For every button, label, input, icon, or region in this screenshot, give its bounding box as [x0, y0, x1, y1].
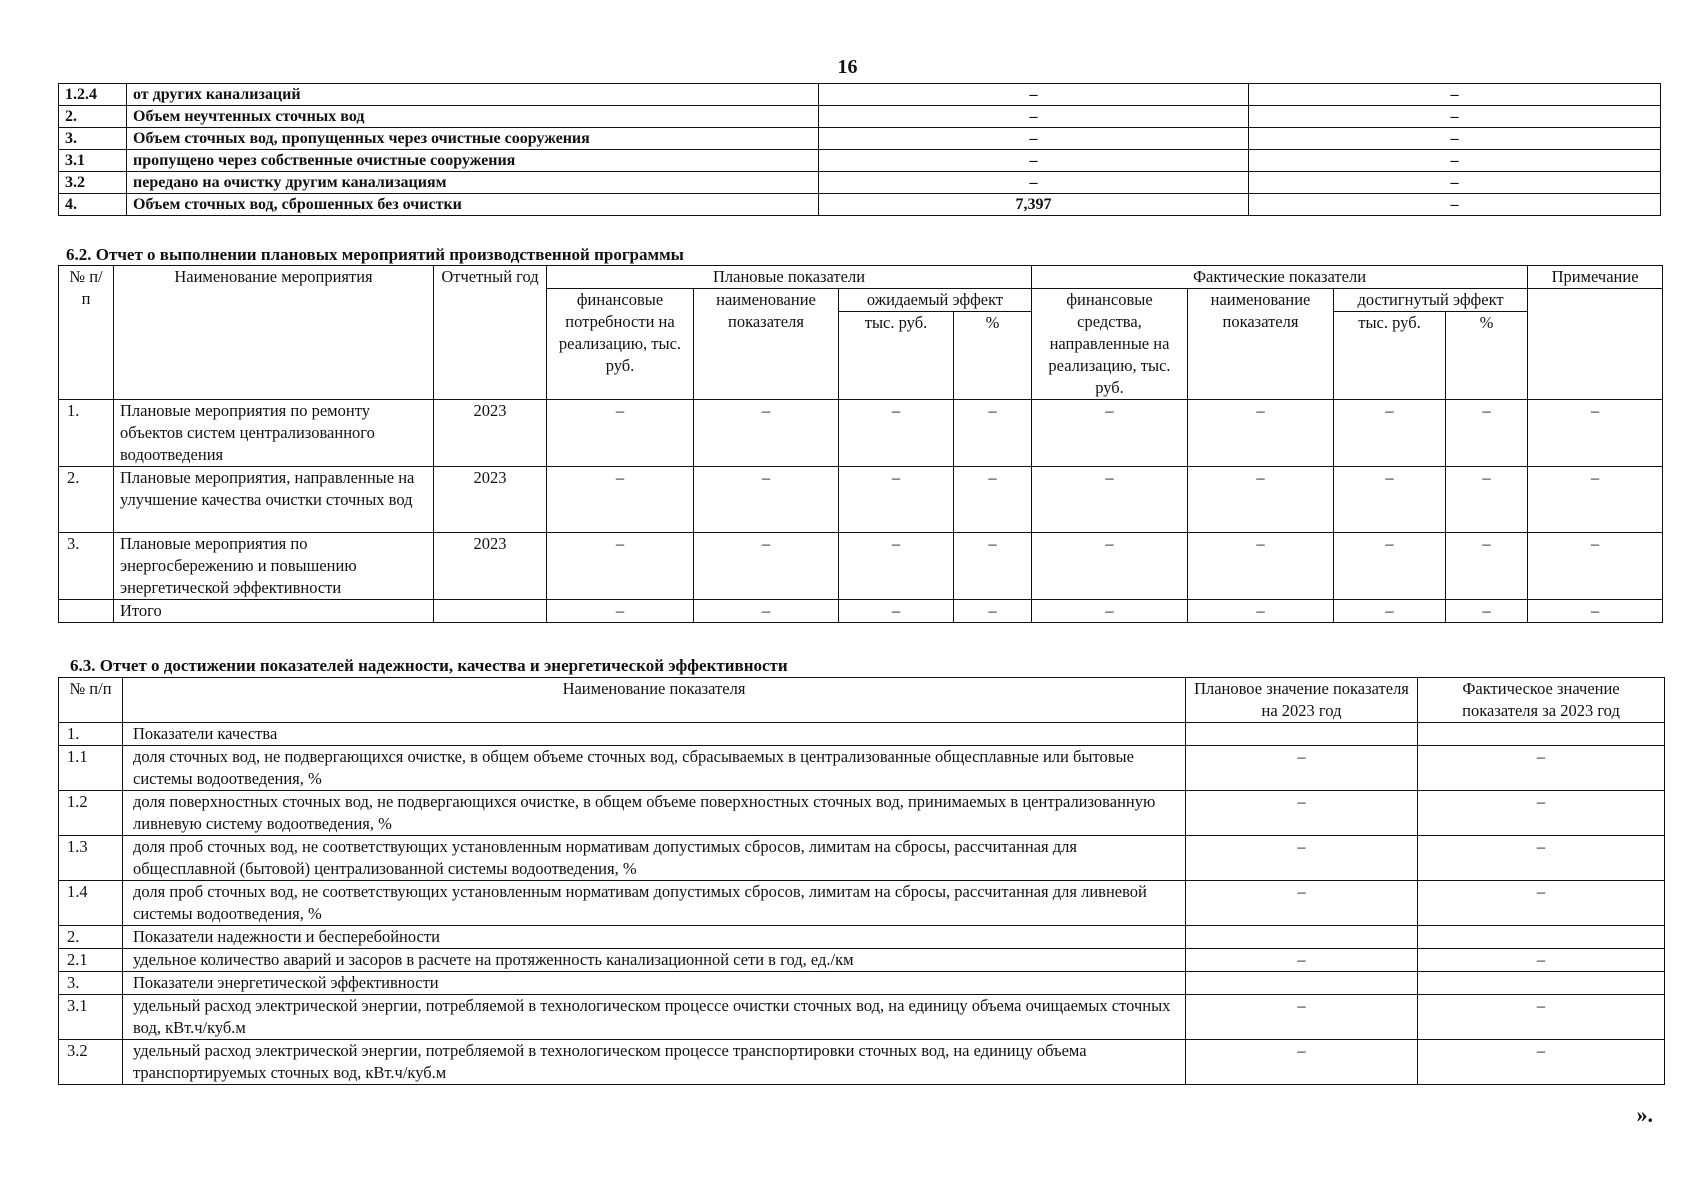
row-value: – — [839, 533, 954, 600]
row-number: 3.1 — [59, 995, 123, 1040]
row-value: – — [1032, 467, 1188, 533]
wastewater-volume-table — [58, 83, 1661, 216]
row-number: 1.2 — [59, 791, 123, 836]
row-indicator-name: удельное количество аварий и засоров в расчете на протяженность канализационной сети в год, ед./км — [123, 949, 1186, 972]
table-row — [59, 128, 1661, 150]
table-row — [59, 791, 1665, 836]
row-value: – — [547, 400, 694, 467]
row-value: – — [1032, 533, 1188, 600]
row-number: 3. — [59, 128, 127, 150]
total-value: – — [694, 600, 839, 623]
row-plan-value: – — [1186, 1040, 1418, 1085]
row-indicator-name: доля проб сточных вод, не соответствующих установленным нормативам допустимых сбросов, лимитам на сбросы, рассчитанная для общесплавной (бытовой) централизованной системы водоотведения, % — [123, 836, 1186, 881]
header-row — [59, 678, 1665, 723]
row-number: 1.4 — [59, 881, 123, 926]
row-fact-value — [1418, 926, 1665, 949]
row-year: 2023 — [434, 467, 547, 533]
row-value: – — [1249, 84, 1661, 106]
row-number: 2. — [59, 106, 127, 128]
row-indicator-name: Показатели надежности и бесперебойности — [123, 926, 1186, 949]
total-value: – — [954, 600, 1032, 623]
row-fact-value — [1418, 972, 1665, 995]
row-name: Объем неучтенных сточных вод — [127, 106, 819, 128]
row-value: – — [547, 533, 694, 600]
total-row — [59, 600, 1663, 623]
total-value: – — [1188, 600, 1334, 623]
row-fact-value: – — [1418, 995, 1665, 1040]
page-number: 16 — [837, 56, 858, 78]
table-row — [59, 533, 1663, 600]
row-plan-value: – — [1186, 746, 1418, 791]
row-plan-value: – — [1186, 949, 1418, 972]
row-number: 2.1 — [59, 949, 123, 972]
col-header-indicator-name: Наименование показателя — [123, 678, 1186, 723]
table-row — [59, 949, 1665, 972]
row-number: 1. — [59, 400, 114, 467]
row-number: 1.1 — [59, 746, 123, 791]
row-indicator-name: доля поверхностных сточных вод, не подвергающихся очистке, в общем объеме поверхностных сточных вод, принимаемых в централизованную ливневую систему водоотведения, % — [123, 791, 1186, 836]
row-plan-value: – — [1186, 995, 1418, 1040]
row-year: 2023 — [434, 533, 547, 600]
row-value: 7,397 — [819, 194, 1249, 216]
col-header-planned: Плановые показатели — [547, 266, 1032, 289]
row-fact-value: – — [1418, 791, 1665, 836]
row-indicator-name: удельный расход электрической энергии, потребляемой в технологическом процессе транспортировки сточных вод, на единицу объема транспортируемых сточных вод, кВт.ч/куб.м — [123, 1040, 1186, 1085]
row-value: – — [1032, 400, 1188, 467]
row-measure-name: Плановые мероприятия по энергосбережению и повышению энергетической эффективности — [114, 533, 434, 600]
total-year-empty — [434, 600, 547, 623]
row-value: – — [839, 400, 954, 467]
col-header-expected-effect: ожидаемый эффект — [839, 289, 1032, 312]
table-row — [59, 995, 1665, 1040]
row-plan-value — [1186, 972, 1418, 995]
row-number: 3.2 — [59, 1040, 123, 1085]
row-value: – — [694, 467, 839, 533]
col-header-achieved-effect: достигнутый эффект — [1334, 289, 1528, 312]
row-value: – — [1334, 533, 1446, 600]
row-value: – — [694, 400, 839, 467]
table-row — [59, 972, 1665, 995]
row-number: 3.1 — [59, 150, 127, 172]
row-value: – — [839, 467, 954, 533]
total-label: Итого — [114, 600, 434, 623]
row-indicator-name: доля сточных вод, не подвергающихся очистке, в общем объеме сточных вод, сбрасываемых в централизованные общесплавные или бытовые системы водоотведения, % — [123, 746, 1186, 791]
row-indicator-name: удельный расход электрической энергии, потребляемой в технологическом процессе очистки сточных вод, на единицу объема очищаемых сточных вод, кВт.ч/куб.м — [123, 995, 1186, 1040]
row-value: – — [694, 533, 839, 600]
row-number: 1. — [59, 723, 123, 746]
col-header-year: Отчетный год — [434, 266, 547, 400]
row-value: – — [1446, 400, 1528, 467]
header-row — [59, 266, 1663, 289]
row-value: – — [547, 467, 694, 533]
row-value: – — [1249, 194, 1661, 216]
row-plan-value: – — [1186, 836, 1418, 881]
row-measure-name: Плановые мероприятия, направленные на улучшение качества очистки сточных вод — [114, 467, 434, 533]
row-number: 2. — [59, 467, 114, 533]
total-value: – — [839, 600, 954, 623]
row-indicator-name: Показатели энергетической эффективности — [123, 972, 1186, 995]
row-value: – — [819, 150, 1249, 172]
row-name: Объем сточных вод, пропущенных через очистные сооружения — [127, 128, 819, 150]
row-plan-value: – — [1186, 881, 1418, 926]
row-value: – — [819, 84, 1249, 106]
row-measure-name: Плановые мероприятия по ремонту объектов систем централизованного водоотведения — [114, 400, 434, 467]
row-value: – — [1249, 150, 1661, 172]
row-number: 3. — [59, 972, 123, 995]
row-value: – — [1334, 467, 1446, 533]
row-year: 2023 — [434, 400, 547, 467]
col-header-note: Примечание — [1528, 266, 1663, 289]
table-row — [59, 467, 1663, 533]
col-header-pct-fact: % — [1446, 312, 1528, 400]
table-row — [59, 400, 1663, 467]
planned-measures-table — [58, 265, 1663, 623]
row-value: – — [954, 533, 1032, 600]
total-number-empty — [59, 600, 114, 623]
row-indicator-name: Показатели качества — [123, 723, 1186, 746]
row-fact-value: – — [1418, 881, 1665, 926]
row-value: – — [1446, 467, 1528, 533]
col-header-indicator-name-plan: наименование показателя — [694, 289, 839, 400]
row-plan-value: – — [1186, 791, 1418, 836]
row-value: – — [1249, 106, 1661, 128]
row-fact-value — [1418, 723, 1665, 746]
row-number: 2. — [59, 926, 123, 949]
row-value: – — [954, 467, 1032, 533]
row-value: – — [1188, 400, 1334, 467]
col-header-fact-value: Фактическое значение показателя за 2023 год — [1418, 678, 1665, 723]
table-row — [59, 172, 1661, 194]
row-value: – — [1528, 533, 1663, 600]
row-value: – — [1249, 172, 1661, 194]
row-indicator-name: доля проб сточных вод, не соответствующих установленным нормативам допустимых сбросов, лимитам на сбросы, рассчитанная для ливневой системы водоотведения, % — [123, 881, 1186, 926]
row-value: – — [954, 400, 1032, 467]
row-fact-value: – — [1418, 746, 1665, 791]
section-6-3-title: 6.3. Отчет о достижении показателей надежности, качества и энергетической эффективности — [70, 656, 788, 675]
col-header-plan-value: Плановое значение показателя на 2023 год — [1186, 678, 1418, 723]
wastewater-volume-rows — [59, 84, 1661, 216]
row-value: – — [819, 172, 1249, 194]
row-plan-value — [1186, 926, 1418, 949]
total-value: – — [1334, 600, 1446, 623]
table-row — [59, 106, 1661, 128]
col-header-fin-funds: финансовые средства, направленные на реализацию, тыс. руб. — [1032, 289, 1188, 400]
table-row — [59, 84, 1661, 106]
total-value: – — [1528, 600, 1663, 623]
row-name: от других канализаций — [127, 84, 819, 106]
row-value: – — [1188, 533, 1334, 600]
row-name: Объем сточных вод, сброшенных без очистки — [127, 194, 819, 216]
row-number: 1.3 — [59, 836, 123, 881]
row-value: – — [1528, 400, 1663, 467]
col-header-num: № п/п — [59, 266, 114, 400]
row-value: – — [1528, 467, 1663, 533]
row-plan-value — [1186, 723, 1418, 746]
col-header-num: № п/п — [59, 678, 123, 723]
table-row — [59, 746, 1665, 791]
row-fact-value: – — [1418, 1040, 1665, 1085]
row-value: – — [819, 106, 1249, 128]
indicators-table — [58, 677, 1665, 1085]
col-header-measure-name: Наименование мероприятия — [114, 266, 434, 400]
table-row — [59, 723, 1665, 746]
row-value: – — [1334, 400, 1446, 467]
table-row — [59, 926, 1665, 949]
table-row — [59, 194, 1661, 216]
col-header-note-empty — [1528, 289, 1663, 400]
col-header-indicator-name-fact: наименование показателя — [1188, 289, 1334, 400]
col-header-rub-fact: тыс. руб. — [1334, 312, 1446, 400]
row-fact-value: – — [1418, 949, 1665, 972]
table-row — [59, 881, 1665, 926]
row-number: 1.2.4 — [59, 84, 127, 106]
row-value: – — [1188, 467, 1334, 533]
row-number: 3. — [59, 533, 114, 600]
section-6-2-title: 6.2. Отчет о выполнении плановых мероприятий производственной программы — [66, 245, 684, 264]
table-row — [59, 150, 1661, 172]
row-fact-value: – — [1418, 836, 1665, 881]
row-number: 3.2 — [59, 172, 127, 194]
row-name: пропущено через собственные очистные сооружения — [127, 150, 819, 172]
row-number: 4. — [59, 194, 127, 216]
table-row — [59, 1040, 1665, 1085]
total-value: – — [1446, 600, 1528, 623]
table-row — [59, 836, 1665, 881]
col-header-actual: Фактические показатели — [1032, 266, 1528, 289]
col-header-rub-plan: тыс. руб. — [839, 312, 954, 400]
row-value: – — [1446, 533, 1528, 600]
total-value: – — [547, 600, 694, 623]
col-header-fin-needs: финансовые потребности на реализацию, тыс. руб. — [547, 289, 694, 400]
closing-quote-mark: ». — [1636, 1102, 1653, 1127]
row-value: – — [1249, 128, 1661, 150]
total-value: – — [1032, 600, 1188, 623]
row-name: передано на очистку другим канализациям — [127, 172, 819, 194]
col-header-pct-plan: % — [954, 312, 1032, 400]
row-value: – — [819, 128, 1249, 150]
